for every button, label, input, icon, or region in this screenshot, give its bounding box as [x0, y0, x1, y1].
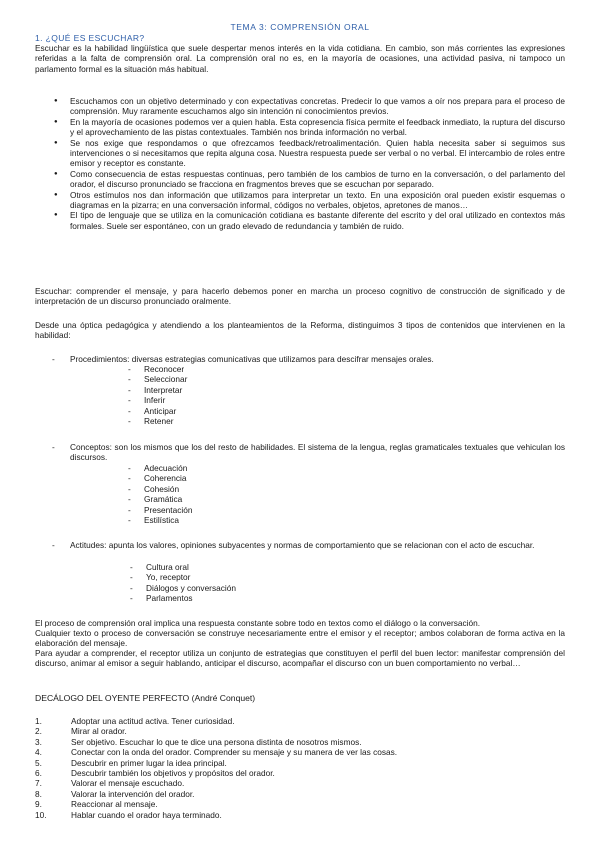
item-number: 5.	[35, 757, 42, 768]
list-item: - Reconocer	[128, 364, 187, 374]
list-item	[35, 778, 397, 788]
category-dash: -	[52, 540, 55, 550]
reforma-paragraph: Desde una óptica pedagógica y atendiendo a los planteamientos de la Reforma, distinguimos 3 tipos de contenidos que intervienen en la habilidad:	[35, 320, 565, 341]
list-item: - Diálogos y conversación	[130, 583, 236, 593]
list-item: - Presentación	[128, 505, 192, 515]
procedimientos-list	[128, 364, 187, 426]
item-number: 8.	[35, 788, 42, 799]
list-item: - Gramática	[128, 494, 192, 504]
category-actitudes	[52, 540, 565, 550]
list-item	[35, 716, 397, 726]
escuchar-definition: Escuchar: comprender el mensaje, y para hacerlo debemos poner en marcha un proceso cognitivo de construcción de significado y de interpretación de un discurso pronunciado oralmente.	[35, 286, 565, 307]
list-item: - Anticipar	[128, 406, 187, 416]
list-item: ● El tipo de lenguaje que se utiliza en la comunicación cotidiana es bastante diferente del escrito y del oral utilizado en contextos más formales. Suele ser espontáneo, con un grado elevado de redundancia y también de ruido.	[50, 210, 565, 231]
list-item: ● Como consecuencia de estas respuestas continuas, pero también de los cambios de turno en la conversación, o del parlamento del orador, el discurso pronunciado se fracciona en fragmentos breves que se escuchan por separado.	[50, 169, 565, 190]
list-item: - Yo, receptor	[130, 572, 236, 582]
item-number: 2.	[35, 726, 42, 737]
list-item	[35, 758, 397, 768]
category-dash: -	[52, 442, 55, 452]
list-item: - Estilística	[128, 515, 192, 525]
closing-paragraph: Cualquier texto o proceso de conversación se construye necesariamente entre el emisor y el receptor; ambos colaboran de forma activa en la elaboración del mensaje.	[35, 628, 565, 649]
category-text: Procedimientos: diversas estrategias comunicativas que utilizamos para descifrar mensajes orales.	[70, 354, 434, 364]
list-item: ● Se nos exige que respondamos o que ofrezcamos feedback/retroalimentación. Quien habla necesita saber si seguimos sus intervenciones o si necesitamos que repita alguna cosa. Nuestra respuesta puede ser verbal o no verbal. El intercambio de roles entre emisor y receptor es constante.	[50, 138, 565, 169]
characteristics-list	[50, 96, 565, 231]
item-number: 10.	[35, 809, 47, 820]
list-item	[35, 810, 397, 820]
item-number: 1.	[35, 716, 42, 726]
item-text: Adoptar una actitud activa. Tener curiosidad.	[71, 716, 235, 726]
list-item: - Retener	[128, 416, 187, 426]
list-item: - Cohesión	[128, 484, 192, 494]
item-number: 9.	[35, 799, 42, 810]
list-item	[35, 737, 397, 747]
item-text: Descubrir en primer lugar la idea principal.	[71, 757, 227, 768]
list-item: - Coherencia	[128, 473, 192, 483]
decalogo-heading: DECÁLOGO DEL OYENTE PERFECTO (André Conquet)	[35, 693, 256, 703]
item-text: Conectar con la onda del orador. Comprender su mensaje y su manera de ver las cosas.	[71, 747, 398, 758]
item-number: 3.	[35, 736, 42, 747]
list-item: - Parlamentos	[130, 593, 236, 603]
item-text: Valorar el mensaje escuchado.	[71, 778, 185, 789]
document-title: TEMA 3: COMPRENSIÓN ORAL	[230, 22, 370, 32]
list-item: - Cultura oral	[130, 562, 236, 572]
item-text: Reaccionar al mensaje.	[71, 799, 158, 810]
list-item	[35, 768, 397, 778]
category-text: Actitudes: apunta los valores, opiniones subyacentes y normas de comportamiento que se relacionan con el acto de escuchar.	[70, 540, 535, 550]
intro-paragraph: Escuchar es la habilidad lingüística que suele despertar menos interés en la vida cotidiana. En cambio, son más corrientes las expresiones referidas a la falta de comprensión oral. La comprensión oral no es, en la mayoría de ocasiones, una actividad pasiva, ni tampoco un parlamento formal es la situación más habitual.	[35, 43, 565, 74]
list-item	[35, 726, 397, 736]
item-text: Descubrir también los objetivos y propósitos del orador.	[71, 768, 275, 779]
category-conceptos	[52, 442, 565, 463]
item-text: Hablar cuando el orador haya terminado.	[71, 809, 222, 820]
item-number: 7.	[35, 778, 42, 789]
item-text: Mirar al orador.	[71, 726, 127, 737]
list-item	[35, 789, 397, 799]
category-text: Conceptos: son los mismos que los del resto de habilidades. El sistema de la lengua, reglas gramaticales textuales que vehiculan los discursos.	[70, 442, 565, 463]
closing-paragraph: El proceso de comprensión oral implica una respuesta constante sobre todo en textos como el diálogo o la conversación.	[35, 618, 481, 628]
list-item: - Interpretar	[128, 385, 187, 395]
actitudes-list	[130, 562, 236, 604]
list-item: ● Otros estímulos nos dan información que utilizamos para interpretar un texto. En una exposición oral pueden existir esquemas o diagramas en la pizarra; en una conversación informal, códigos no verbales, objetos, apretones de manos…	[50, 190, 565, 211]
list-item	[35, 799, 397, 809]
item-number: 6.	[35, 768, 42, 779]
category-dash: -	[52, 354, 55, 364]
item-text: Valorar la intervención del orador.	[71, 788, 195, 799]
section-heading: 1. ¿QUÉ ES ESCUCHAR?	[35, 33, 145, 43]
item-text: Ser objetivo. Escuchar lo que te dice una persona distinta de nosotros mismos.	[71, 736, 362, 747]
decalogo-list	[35, 716, 397, 820]
list-item: - Inferir	[128, 395, 187, 405]
list-item	[35, 747, 397, 757]
category-procedimientos	[52, 354, 565, 364]
closing-paragraph: Para ayudar a comprender, el receptor utiliza un conjunto de estrategias que constituyen el perfil del buen lector: manifestar comprensión del discurso, animar al emisor a seguir hablando, anticipar el discurso, acompañar el discurso con un buen comportamiento no verbal…	[35, 648, 565, 669]
list-item: ● Escuchamos con un objetivo determinado y con expectativas concretas. Predecir lo que vamos a oír nos prepara para el proceso de comprensión. Muy raramente escuchamos algo sin intención ni conocimientos previos.	[50, 96, 565, 117]
item-number: 4.	[35, 747, 42, 758]
list-item: ● En la mayoría de ocasiones podemos ver a quien habla. Esta copresencia física permite el feedback inmediato, la ruptura del discurso y el aprovechamiento de las pistas contextuales. También nos brinda información no verbal.	[50, 117, 565, 138]
list-item: - Adecuación	[128, 463, 192, 473]
conceptos-list	[128, 463, 192, 525]
list-item: - Seleccionar	[128, 374, 187, 384]
